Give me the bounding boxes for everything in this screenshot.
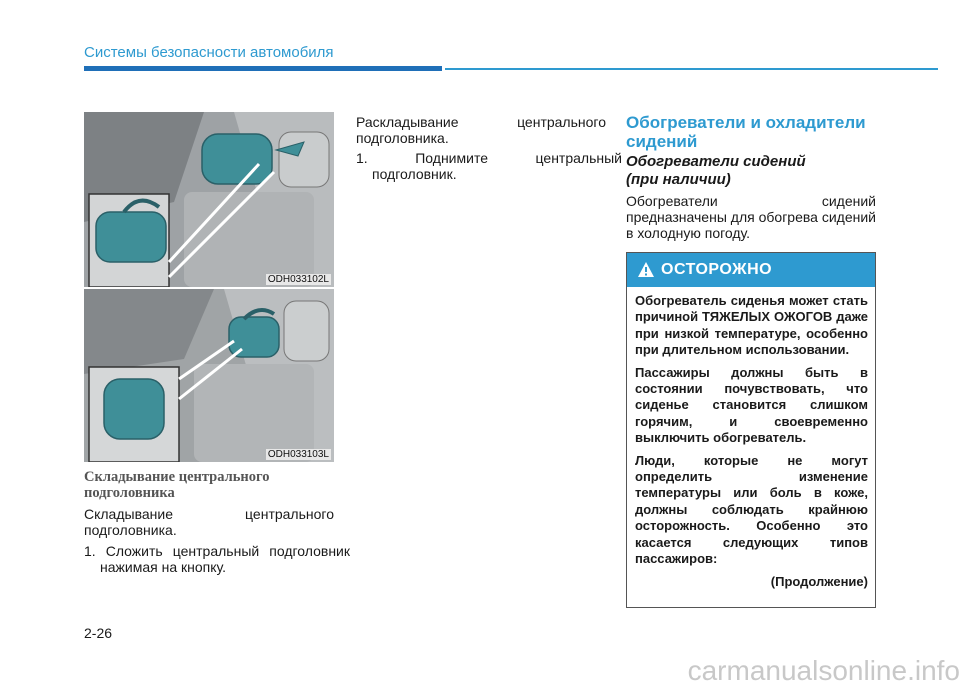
seat-heater-subheading-line1: Обогреватели сидений [626,153,806,170]
seat-heater-paragraph: Обогреватели сидений предназначены для обогрева сидений в холодную погоду. [626,193,876,241]
seat-heater-subheading-line2: (при наличии) [626,171,731,188]
warning-paragraph-1: Обогреватель сиденья может стать причиной ТЯЖЕЛЫХ ОЖОГОВ даже при низкой температуре, особенно при длительном использовании. [635,293,868,358]
warning-paragraph-3: Люди, которые не могут определить изменение температуры или боль в коже, должны соблюдать крайнюю осторожность. Особенно это касается следующих типов пассажиров: [635,452,868,567]
header-rule-light [445,68,938,70]
warning-title: ОСТОРОЖНО [661,261,773,278]
warning-text [635,293,868,596]
section-title: Системы безопасности автомобиля [84,44,334,61]
unfold-step-1: 1. Поднимите центральный подголовник. [356,150,622,182]
heaters-heading: Обогреватели и охладители сидений [626,113,866,151]
fold-step-1: 1. Сложить центральный подголовник нажимая на кнопку. [84,543,350,575]
figure-label: ODH033103L [267,449,329,460]
headrest-fold-illustration [84,112,334,287]
figure-label: ODH033102L [267,274,329,285]
headrest-unfold-illustration [84,289,334,462]
warning-triangle-icon [637,261,655,278]
page-number: 2-26 [84,625,113,641]
header-rule-dark [84,66,442,71]
figure-headrest-unfold [84,289,334,462]
warning-paragraph-2: Пассажиры должны быть в состоянии почувствовать, что сиденье становится слишком горячим, и своевременно выключить обогреватель. [635,364,868,446]
unfold-paragraph: Раскладывание центрального подголовника. [356,114,606,146]
watermark: carmanualsonline.info [687,655,960,686]
warning-box [626,252,876,608]
fold-subheading: Складывание центрального подголовника [84,469,270,501]
seat-heater-subheading [626,153,876,189]
figure-headrest-fold [84,112,334,287]
fold-paragraph: Складывание центрального подголовника. [84,506,334,538]
warning-continued: (Продолжение) [770,573,868,589]
warning-header [627,253,875,287]
